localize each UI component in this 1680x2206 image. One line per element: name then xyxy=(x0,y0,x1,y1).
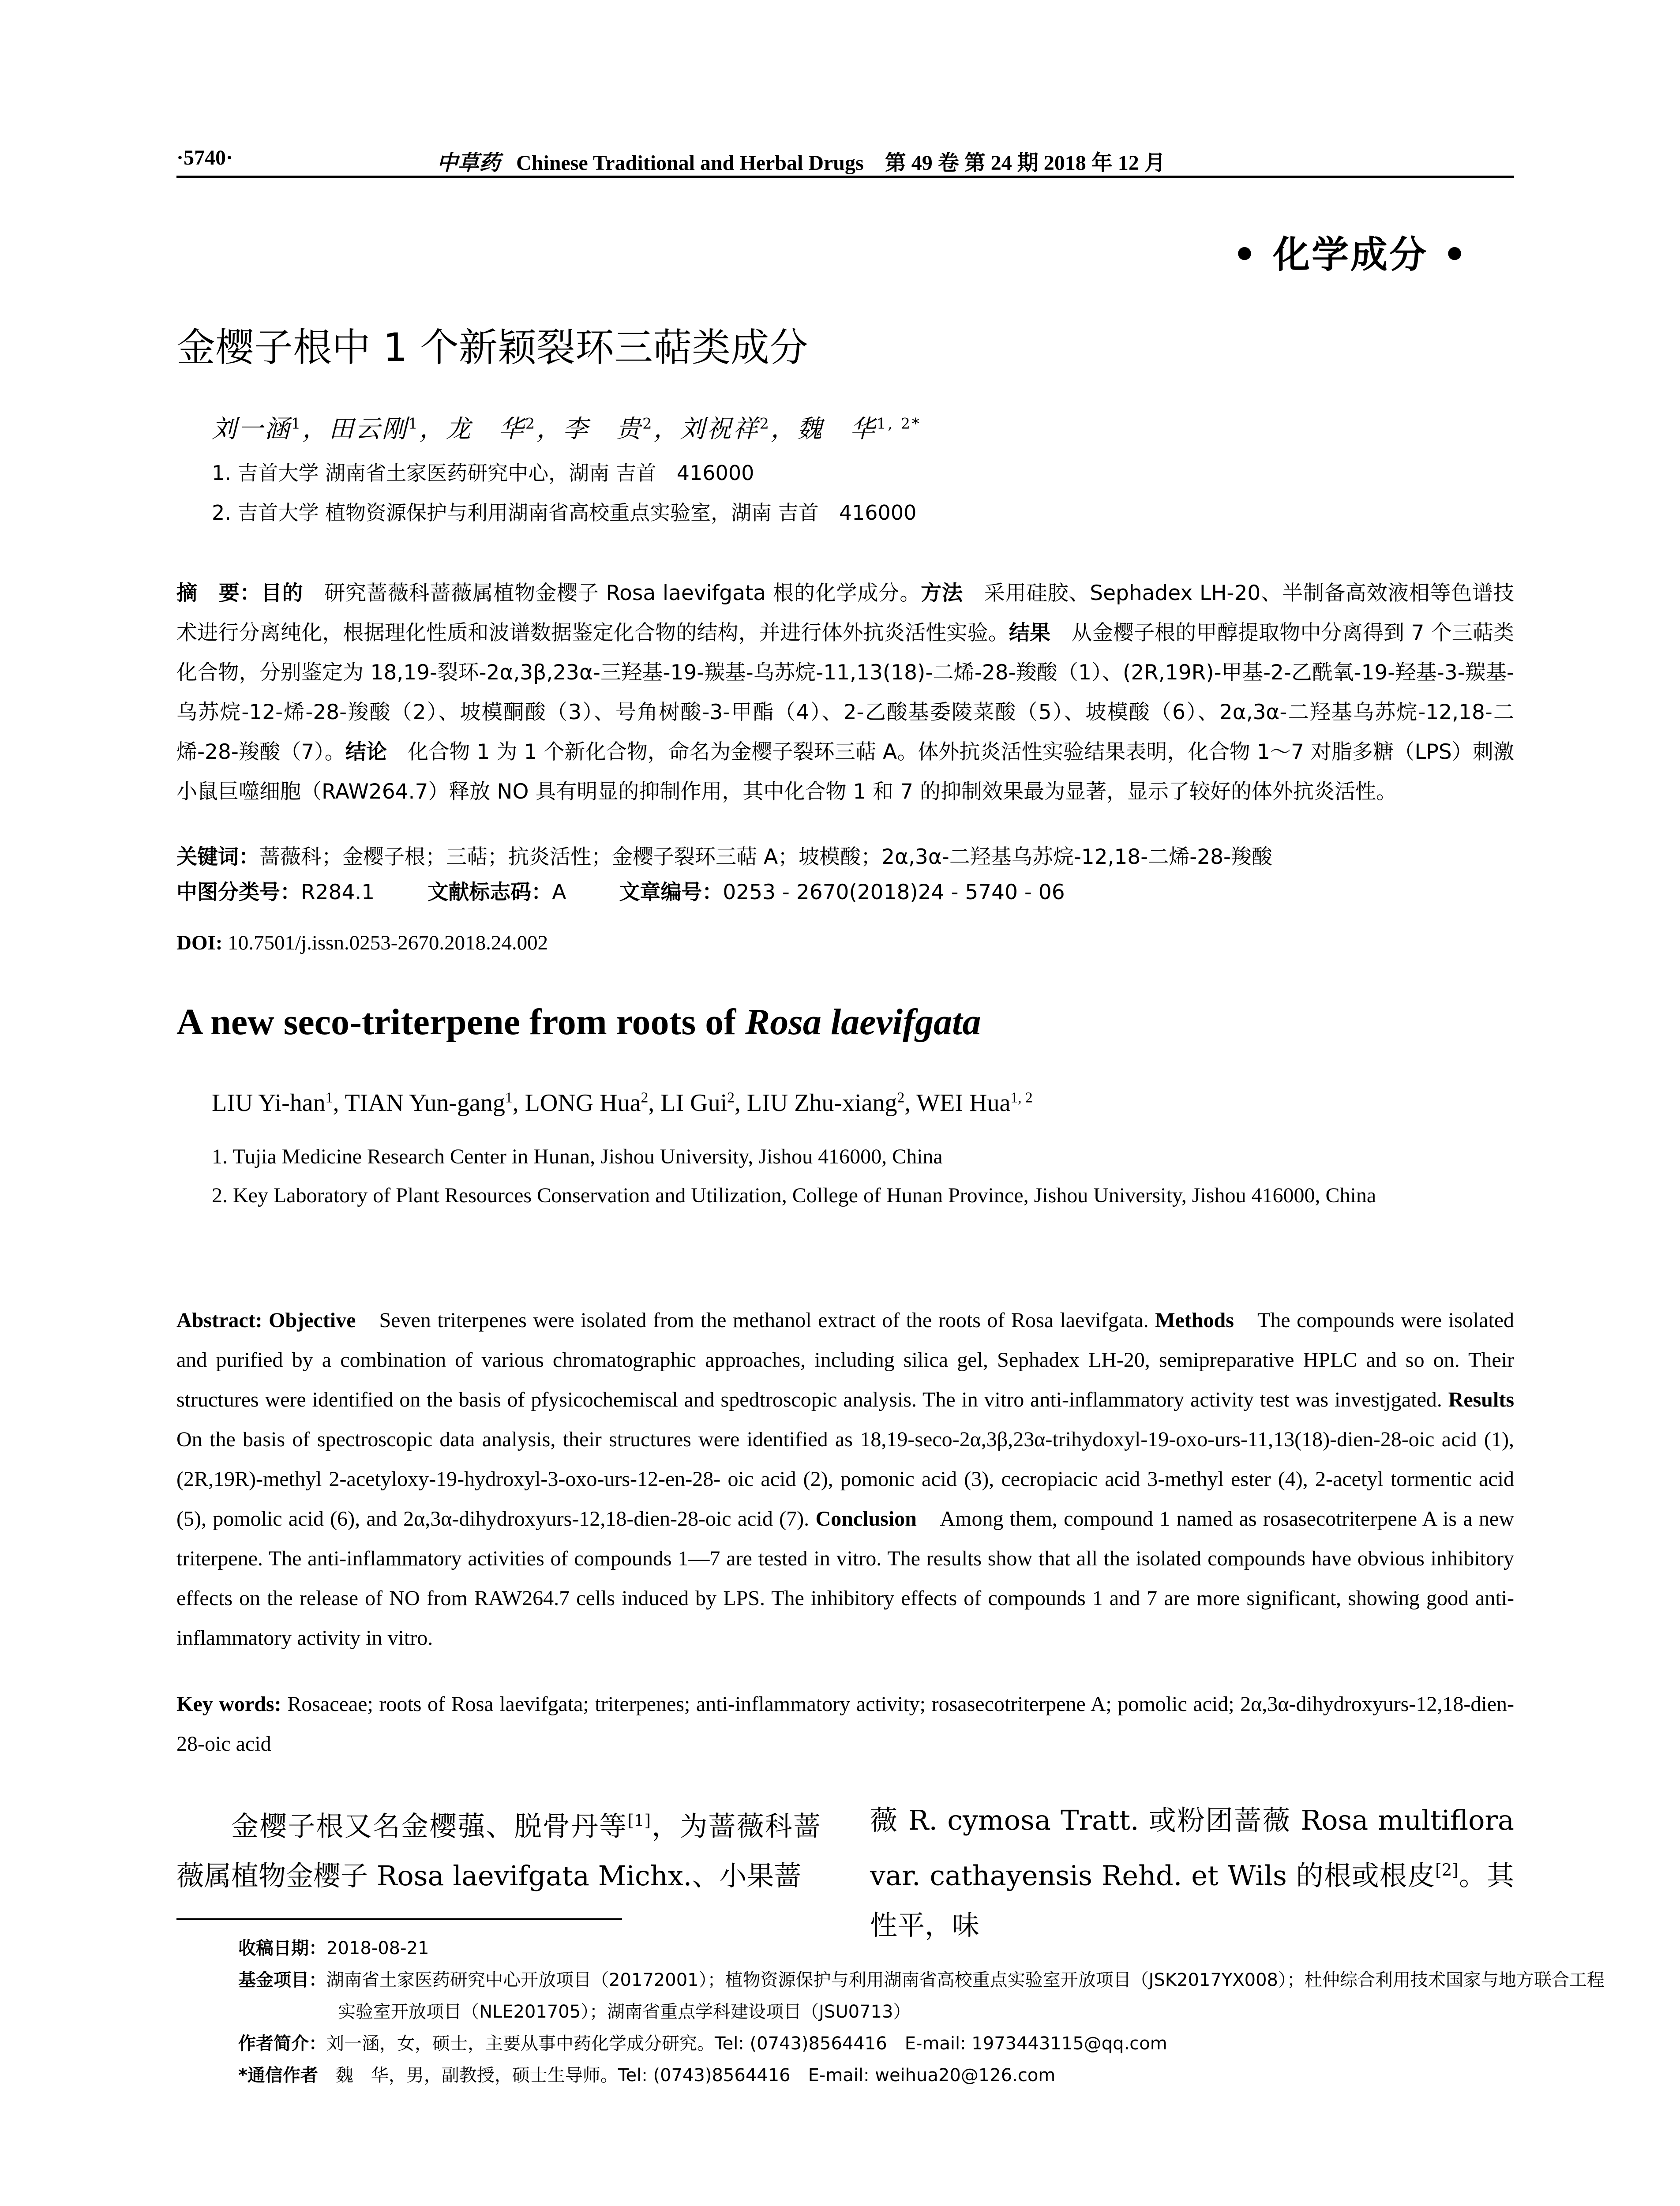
title-cn: 金樱子根中 1 个新颖裂环三萜类成分 xyxy=(176,325,808,370)
author-cn: 魏 华$^{1, 2*}$ xyxy=(797,415,921,443)
author-cn: 田云刚$^1$ xyxy=(329,415,420,443)
author-en: LONG Hua$^2$ xyxy=(525,1089,649,1117)
keywords-cn: 关键词：蔷薇科；金樱子根；三萜；抗炎活性；金樱子裂环三萜 A；坡模酸；2α,3α-二羟基乌苏烷-12,18-二烯-28-羧酸 xyxy=(176,845,1272,869)
footnote-rule xyxy=(176,1918,622,1920)
journal-issue: 第 49 卷 第 24 期 2018 年 12 月 xyxy=(885,151,1166,175)
author-en: LIU Yi-han$^1$ xyxy=(212,1089,333,1117)
author-cn: 李 贵$^2$ xyxy=(563,415,654,443)
author-en: LI Gui$^2$ xyxy=(660,1089,735,1117)
keywords-en: Key words: Rosaceae; roots of Rosa laevifgata; triterpenes; anti-inflammatory activity; rosasecotriterpene A; pomolic acid; 2α,3α-dihydroxyurs-12,18-dien-28-oic acid xyxy=(176,1692,1515,1756)
classification-line: 中图分类号：R284.1 文献标志码：A 文章编号：0253 - 2670(2018)24 - 5740 - 06 xyxy=(176,880,1065,904)
footnote-corresponding: *通信作者 魏 华，男，副教授，硕士生导师。Tel: (0743)8564416 E-mail: weihua20@126.com xyxy=(238,2065,1056,2086)
author-en: LIU Zhu-xiang$^2$ xyxy=(746,1089,905,1117)
doi-line: DOI: 10.7501/j.issn.0253-2670.2018.24.002 xyxy=(176,931,548,954)
authors-cn: 刘一涵$^1$，田云刚$^1$，龙 华$^2$，李 贵$^2$，刘祝祥$^2$，魏 华$^{1, 2*}$ xyxy=(212,415,921,443)
body-column-right: 薇 R. cymosa Tratt. 或粉团蔷薇 Rosa multiflora var. cathayensis Rehd. et Wils 的根或根皮[2]。其性平，味 xyxy=(870,1804,1514,1941)
affiliation-en: 1. Tujia Medicine Research Center in Hunan, Jishou University, Jishou 416000, China xyxy=(212,1145,943,1168)
abstract-label-cn: 摘 要： xyxy=(176,581,261,605)
affiliation-cn: 2. 吉首大学 植物资源保护与利用湖南省高校重点实验室，湖南 吉首 416000 xyxy=(212,501,917,525)
citation-ref[interactable]: [1] xyxy=(627,1811,651,1830)
article-number: 0253 - 2670(2018)24 - 5740 - 06 xyxy=(723,880,1065,904)
author-en: TIAN Yun-gang$^1$ xyxy=(345,1089,513,1117)
header-rule xyxy=(176,176,1514,178)
doc-code: A xyxy=(552,880,566,904)
journal-line xyxy=(437,146,1166,176)
citation-ref[interactable]: [2] xyxy=(1435,1860,1459,1880)
author-cn: 刘一涵$^1$ xyxy=(212,415,303,443)
section-label: • 化学成分 • xyxy=(1233,233,1468,276)
affiliation-cn: 1. 吉首大学 湖南省土家医药研究中心，湖南 吉首 416000 xyxy=(212,461,754,485)
abstract-label-en: Abstract: xyxy=(176,1309,262,1332)
affiliation-en: 2. Key Laboratory of Plant Resources Conservation and Utilization, College of Hunan Province, Jishou University, Jishou 416000, China xyxy=(212,1184,1376,1207)
footnote-author: 作者简介：刘一涵，女，硕士，主要从事中药化学成分研究。Tel: (0743)8564416 E-mail: 1973443115@qq.com xyxy=(238,2033,1167,2054)
clc-code: R284.1 xyxy=(301,880,375,904)
doi-link[interactable]: 10.7501/j.issn.0253-2670.2018.24.002 xyxy=(228,931,548,954)
body-column-left: 金樱子根又名金樱蔃、脱骨丹等[1]，为蔷薇科蔷薇属植物金樱子 Rosa laevifgata Michx.、小果蔷 xyxy=(176,1810,821,1892)
abstract-cn: 摘 要：目的 研究蔷薇科蔷薇属植物金樱子 Rosa laevifgata 根的化学成分。方法 采用硅胶、Sephadex LH-20、半制备高效液相等色谱技术进行分离纯化，根据理化性质和波谱数据鉴定化合物的结构，并进行体外抗炎活性实验。结果 从金樱子根的甲醇提取物中分离得到 7 个三萜类化合物，分别鉴定为 18,19-裂环-2α,3β,23α-三羟基-19-羰基-乌苏烷-11,13(18)-二烯-28-羧酸（1）、(2R,19R)-甲基-2-乙酰氧-19-羟基-3-羰基-乌苏烷-12-烯-28-羧酸（2）、坡模酮酸（3）、号角树酸-3-甲酯（4）、2-乙酸基委陵菜酸（5）、坡模酸（6）、2α,3α-二羟基乌苏烷-12,18-二烯-28-羧酸（7）。结论 化合物 1 为 1 个新化合物，命名为金樱子裂环三萜 A。体外抗炎活性实验结果表明，化合物 1～7 对脂多糖（LPS）刺激小鼠巨噬细胞（RAW264.7）释放 NO 具有明显的抑制作用，其中化合物 1 和 7 的抑制效果最为显著，显示了较好的体外抗炎活性。 xyxy=(176,581,1515,804)
author-en: WEI Hua$^{1, 2}$ xyxy=(916,1089,1033,1117)
title-en: A new seco-triterpene from roots of Rosa laevifgata xyxy=(176,1002,981,1043)
running-header xyxy=(176,139,1514,179)
footnote-received: 收稿日期：2018-08-21 xyxy=(238,1938,429,1958)
footnote-fund: 基金项目：湖南省土家医药研究中心开放项目（20172001）；植物资源保护与利用湖南省高校重点实验室开放项目（JSK2017YX008）；杜仲综合利用技术国家与地方联合工程实验室开放项目（NLE201705）；湖南省重点学科建设项目（JSU0713） xyxy=(238,1970,1605,2022)
page-number: ·5740· xyxy=(176,146,233,169)
abstract-en: Abstract: Objective Seven triterpenes were isolated from the methanol extract of the roots of Rosa laevifgata. Methods The compounds were isolated and purified by a combination of various chromatographic approaches, including silica gel, Sephadex LH-20, semipreparative HPLC and so on. Their structures were identified on the basis of pfysicochemiscal and spedtroscopic analysis. The in vitro anti-inflammatory activity test was investjgated. Results On the basis of spectroscopic data analysis, their structures were identified as 18,19-seco-2α,3β,23α-trihydoxyl-19-oxo-urs-11,13(18)-dien-28-oic acid (1), (2R,19R)-methyl 2-acetyloxy-19-hydroxyl-3-oxo-urs-12-en-28- oic acid (2), pomonic acid (3), cecropiacic acid 3-methyl ester (4), 2-acetyl tormentic acid (5), pomolic acid (6), and 2α,3α-dihydroxyurs-12,18-dien-28-oic acid (7). Conclusion Among them, compound 1 named as rosasecotriterpene A is a new triterpene. The anti-inflammatory activities of compounds 1—7 are tested in vitro. The results show that all the isolated compounds have obvious inhibitory effects on the release of NO from RAW264.7 cells induced by LPS. The inhibitory effects of compounds 1 and 7 are more significant, showing good anti-inflammatory activity in vitro. xyxy=(176,1309,1515,1650)
journal-name-cn: 中草药 xyxy=(437,150,501,175)
journal-name-en: Chinese Traditional and Herbal Drugs xyxy=(516,151,864,175)
author-cn: 刘祝祥$^2$ xyxy=(680,415,771,443)
authors-en: LIU Yi-han$^1$, TIAN Yun-gang$^1$, LONG Hua$^2$, LI Gui$^2$, LIU Zhu-xiang$^2$, WEI Hua$^{1, 2}$ xyxy=(212,1089,1033,1117)
author-cn: 龙 华$^2$ xyxy=(446,415,537,443)
